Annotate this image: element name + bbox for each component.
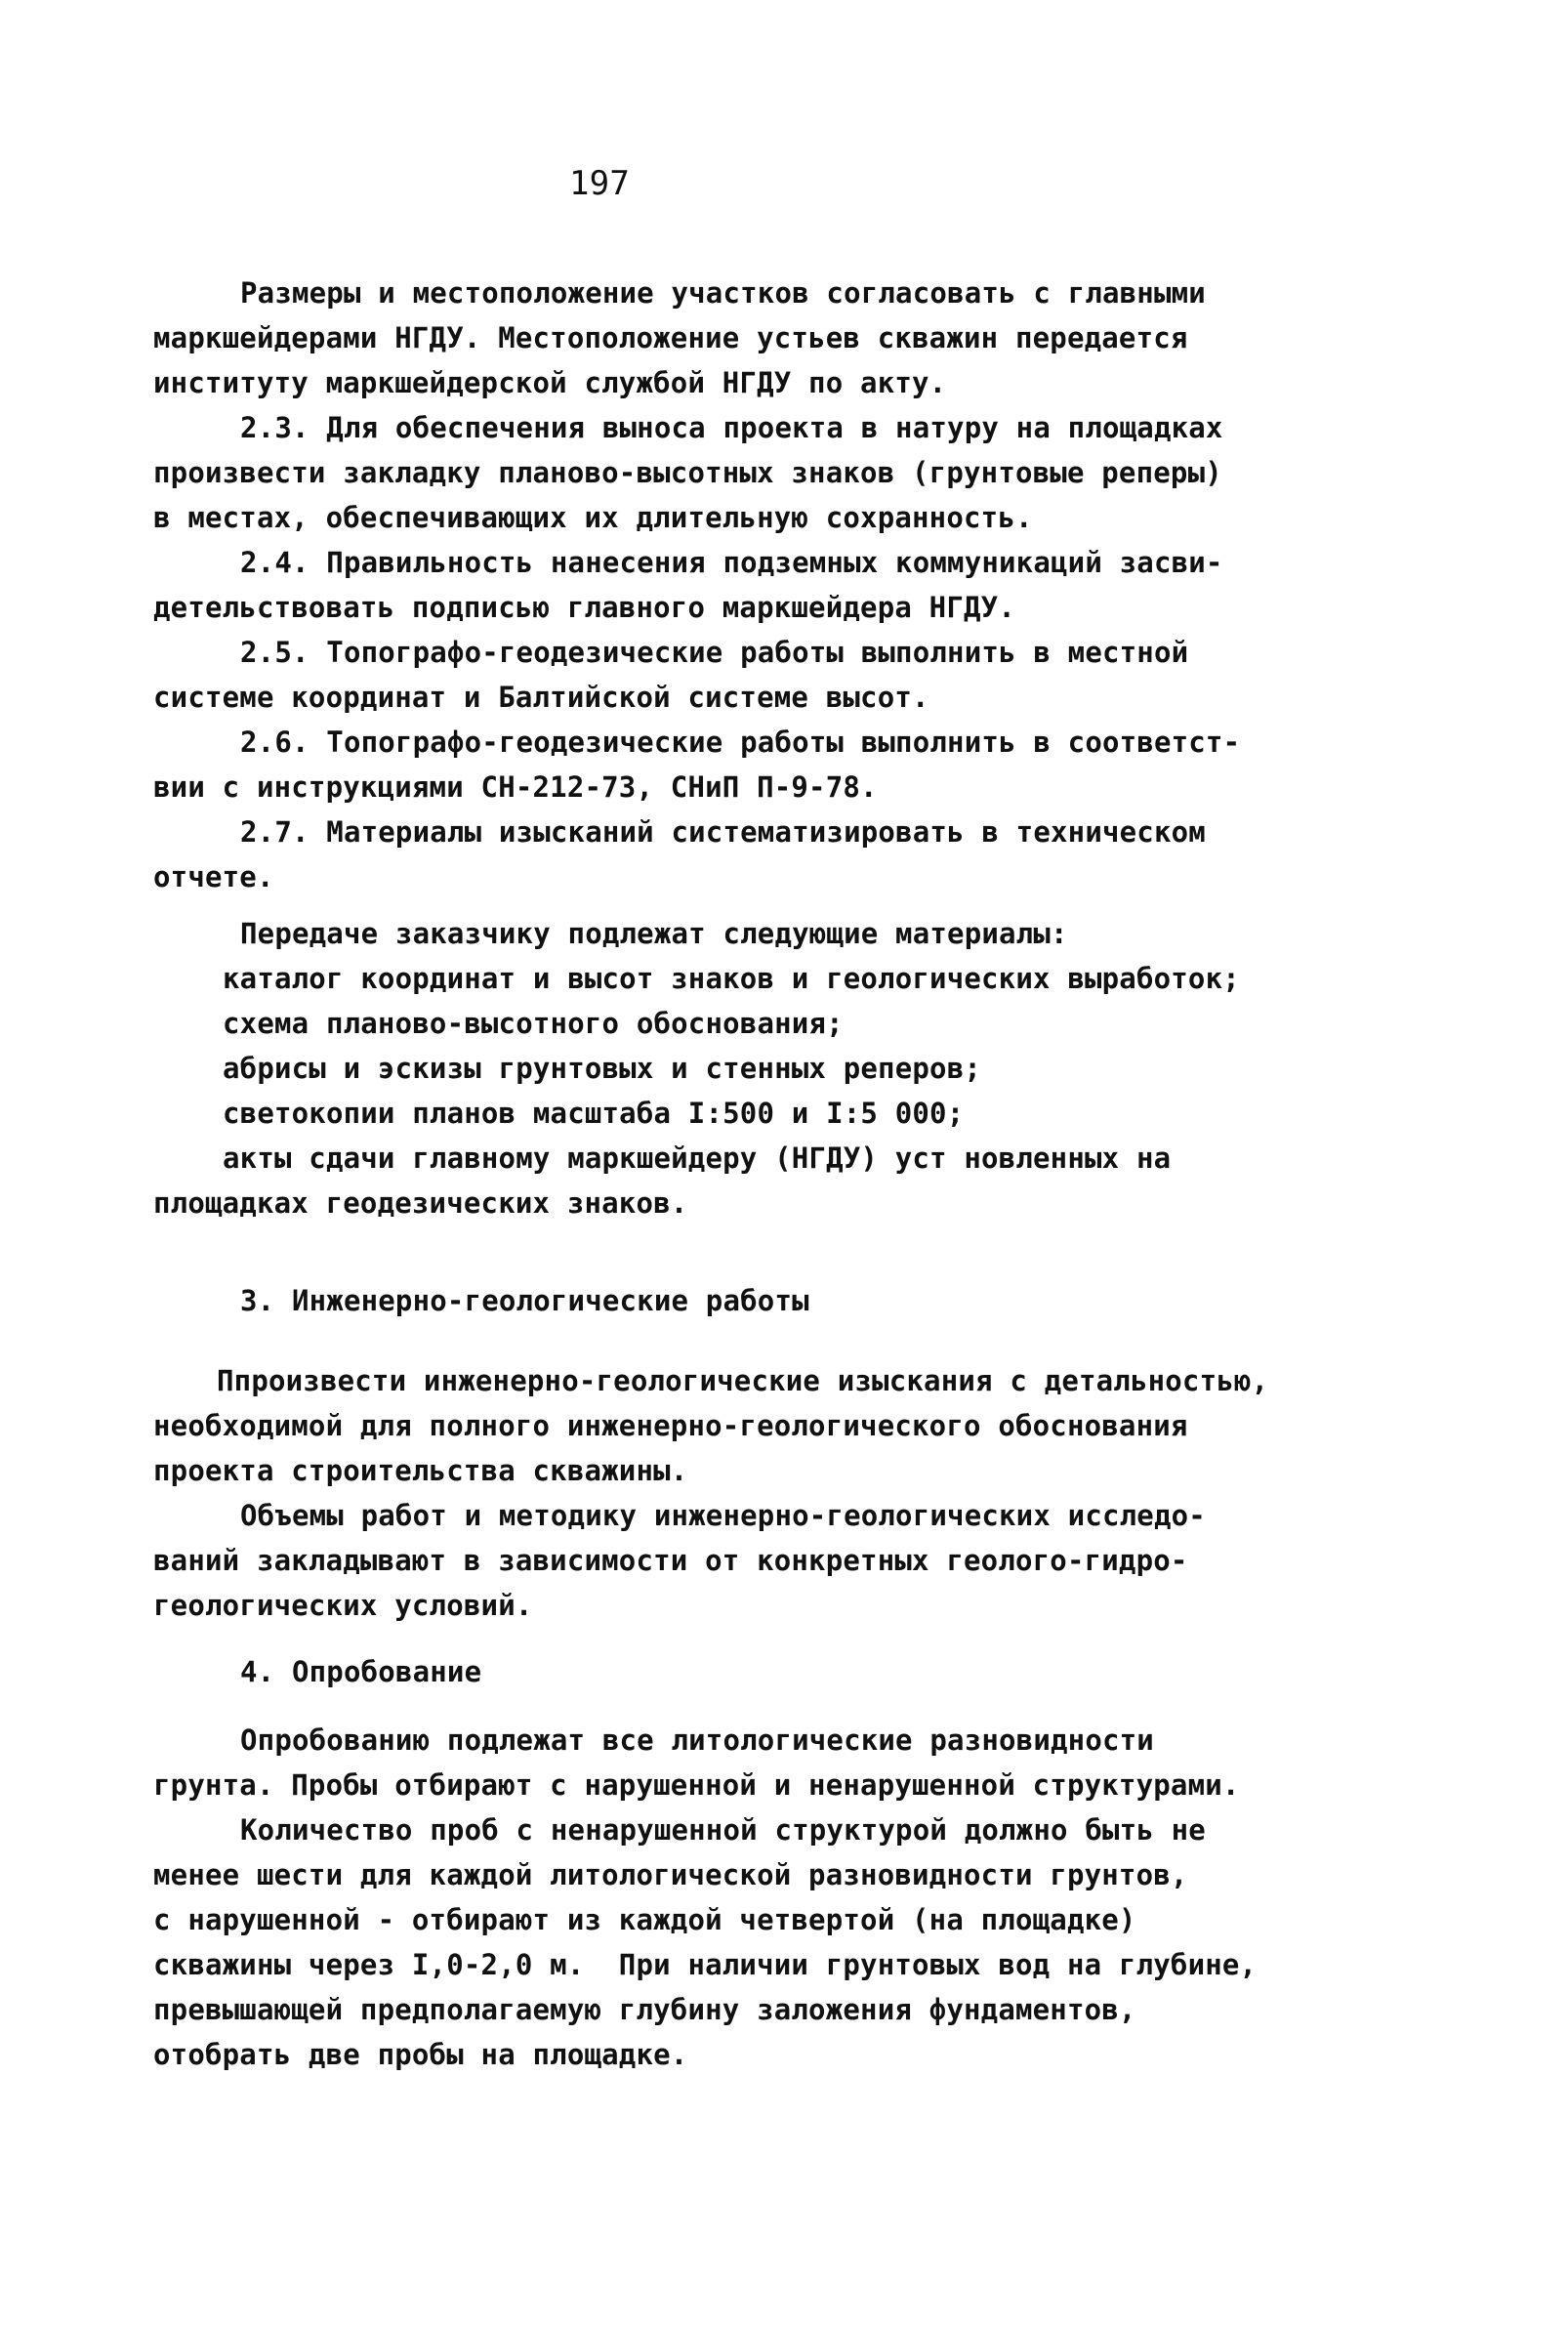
text-line: Опробованию подлежат все литологические разновидности [240, 1723, 1154, 1757]
text-line: Объемы работ и методику инженерно-геологических исследо- [240, 1499, 1206, 1532]
text-line: 2.4. Правильность нанесения подземных коммуникаций засви- [240, 546, 1223, 579]
page-number: 197 [569, 164, 631, 203]
list-item: каталог координат и высот знаков и геологических выработок; [223, 962, 1240, 995]
text-line: Передаче заказчику подлежат следующие материалы: [240, 917, 1068, 950]
text-line: системе координат и Балтийской системе высот. [153, 681, 929, 714]
text-line: необходимой для полного инженерно-геологического обоснования [153, 1409, 1188, 1442]
text-line: с нарушенной - отбирают из каждой четвертой (на площадке) [153, 1903, 1136, 1936]
text-line: произвести закладку планово-высотных знаков (грунтовые реперы) [153, 456, 1222, 489]
text-line: маркшейдерами НГДУ. Местоположение устьев скважин передается [153, 321, 1188, 354]
section-heading: 3. Инженерно-геологические работы [240, 1284, 809, 1317]
text-line: отчете. [153, 860, 274, 893]
text-line: 2.5. Топографо-геодезические работы выполнить в местной [240, 636, 1189, 669]
text-line: Ппроизвести инженерно-геологические изыскания с детальностью, [217, 1364, 1269, 1397]
text-line: проекта строительства скважины. [153, 1454, 688, 1487]
list-item: акты сдачи главному маркшейдеру (НГДУ) уст новленных на [223, 1142, 1172, 1175]
list-item: схема планово-высотного обоснования; [223, 1007, 844, 1040]
text-line: ваний закладывают в зависимости от конкретных геолого-гидро- [153, 1544, 1188, 1577]
text-line: менее шести для каждой литологической разновидности грунтов, [153, 1858, 1188, 1891]
text-line: вии с инструкциями СН-212-73, СНиП П-9-78. [153, 770, 878, 804]
list-item: светокопии планов масштаба I:500 и I:5 000; [223, 1097, 965, 1130]
list-item: абрисы и эскизы грунтовых и стенных реперов; [223, 1052, 982, 1085]
text-line: геологических условий. [153, 1589, 533, 1622]
section-heading: 4. Опробование [240, 1655, 482, 1688]
list-item: площадках геодезических знаков. [153, 1186, 688, 1220]
text-line: скважины через I,0-2,0 м. При наличии грунтовых вод на глубине, [153, 1948, 1258, 1981]
text-line: Количество проб с ненарушенной структурой должно быть не [240, 1813, 1206, 1847]
text-line: институту маркшейдерской службой НГДУ по акту. [153, 366, 947, 399]
text-line: 2.6. Топографо-геодезические работы выполнить в соответст- [240, 726, 1241, 759]
text-line: отобрать две пробы на площадке. [153, 2038, 688, 2071]
text-line: Размеры и местоположение участков согласовать с главными [240, 276, 1206, 310]
text-line: превышающей предполагаемую глубину заложения фундаментов, [153, 1993, 1136, 2026]
text-line: 2.7. Материалы изысканий систематизировать в техническом [240, 815, 1206, 849]
text-line: 2.3. Для обеспечения выноса проекта в натуру на площадках [240, 411, 1223, 444]
text-line: в местах, обеспечивающих их длительную сохранность. [153, 501, 1033, 534]
text-line: детельствовать подписью главного маркшейдера НГДУ. [153, 591, 1015, 624]
text-line: грунта. Пробы отбирают с нарушенной и ненарушенной структурами. [153, 1768, 1240, 1802]
